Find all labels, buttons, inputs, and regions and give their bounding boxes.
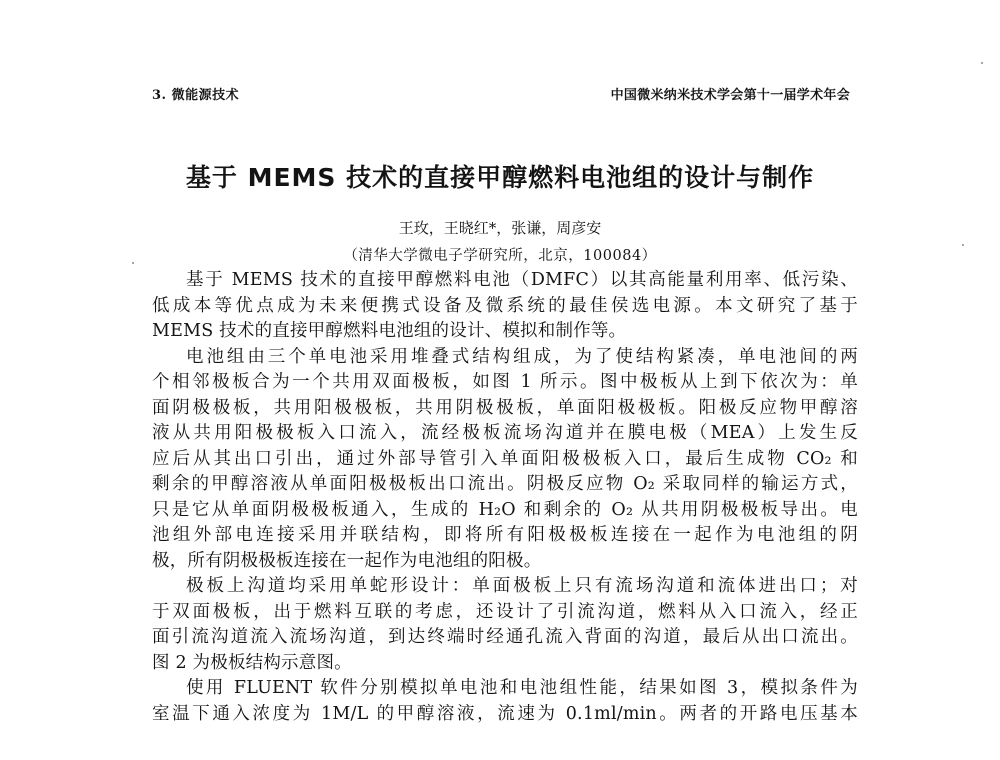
body-line: 极，所有阴极极板连接在一起作为电池组的阳极。 <box>152 550 542 571</box>
scan-speck <box>132 262 134 264</box>
body-line: 低成本等优点成为未来便携式设备及微系统的最佳侯选电源。本文研究了基于 <box>152 295 858 316</box>
body-line: 液从共用阳极极板入口流入，流经极板流场沟道并在膜电极（MEA）上发生反 <box>152 423 858 443</box>
author-list: 王玫，王晓红*，张谦，周彦安 <box>398 219 602 237</box>
body-line: 剩余的甲醇溶液从单面阳极极板出口流出。阴极反应物 O₂ 采取同样的输运方式， <box>152 474 858 494</box>
body-line: 只是它从单面阴极极板通入，生成的 H₂O 和剩余的 O₂ 从共用阴极极板导出。电 <box>152 499 858 520</box>
running-header-conference: 中国微米纳米技术学会第十一届学术年会 <box>610 88 850 103</box>
scan-speck <box>981 62 983 64</box>
body-line: MEMS 技术的直接甲醇燃料电池组的设计、模拟和制作等。 <box>152 321 627 341</box>
body-line: 个相邻极板合为一个共用双面极板，如图 1 所示。图中极板从上到下依次为：单 <box>152 372 858 392</box>
abstract-body <box>152 268 858 727</box>
scan-speck <box>962 244 964 246</box>
body-line: 室温下通入浓度为 1M/L 的甲醇溶液，流速为 0.1ml/min。两者的开路电压基本 <box>152 703 858 724</box>
body-line: 基于 MEMS 技术的直接甲醇燃料电池（DMFC）以其高能量利用率、低污染、 <box>186 270 858 290</box>
body-line: 电池组由三个单电池采用堆叠式结构组成，为了使结构紧凑，单电池间的两 <box>186 346 858 367</box>
body-line: 使用 FLUENT 软件分别模拟单电池和电池组性能，结果如图 3，模拟条件为 <box>186 678 858 698</box>
body-line: 图 2 为极板结构示意图。 <box>152 652 352 673</box>
running-header-section: 3. 微能源技术 <box>152 88 240 103</box>
paper-title: 基于 MEMS 技术的直接甲醇燃料电池组的设计与制作 <box>185 163 815 192</box>
body-line: 极板上沟道均采用单蛇形设计：单面极板上只有流场沟道和流体进出口；对 <box>186 576 858 596</box>
body-line: 应后从其出口引出，通过外部导管引入单面阳极极板入口，最后生成物 CO₂ 和 <box>152 448 858 469</box>
body-line: 面引流沟道流入流场沟道，到达终端时经通孔流入背面的沟道，最后从出口流出。 <box>152 627 858 647</box>
body-line: 池组外部电连接采用并联结构，即将所有阳极极板连接在一起作为电池组的阴 <box>152 525 858 545</box>
body-line: 面阴极极板，共用阳极极板，共用阴极极板，单面阳极极板。阳极反应物甲醇溶 <box>152 397 858 418</box>
body-line: 于双面极板，出于燃料互联的考虑，还设计了引流沟道，燃料从入口流入，经正 <box>152 601 858 622</box>
author-affiliation: （清华大学微电子学研究所，北京，100084） <box>343 248 657 264</box>
